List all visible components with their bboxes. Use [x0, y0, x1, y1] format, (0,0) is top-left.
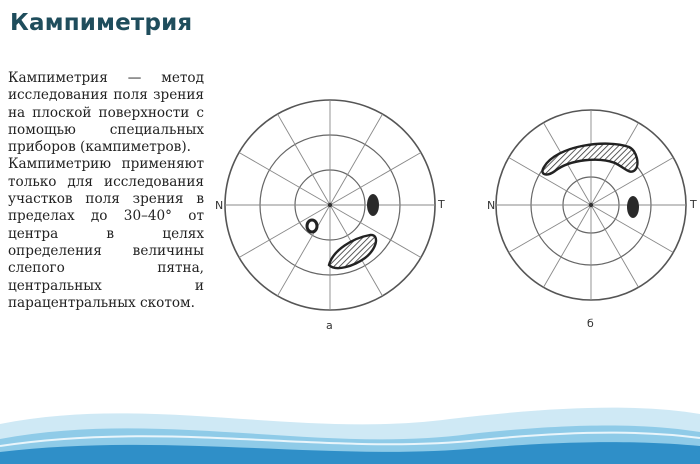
label-n: N — [487, 199, 496, 212]
paragraph-2: Кампиметрию применяют только для исследования участков поля зрения в пределах до 30–40° от центра в целях определения величины слепого пятна, центральных и парацентральных скотом. — [8, 156, 204, 311]
label-t: T — [438, 198, 445, 211]
decorative-wave — [0, 384, 700, 464]
meridian-line — [330, 114, 383, 205]
fixation-point — [328, 203, 332, 207]
meridian-line — [509, 205, 591, 253]
blind-spot — [627, 196, 639, 218]
page-title: Кампиметрия — [10, 10, 193, 36]
paragraph-1: Кампиметрия — метод исследования поля зрения на плоской поверхности с помощью специальных приборов (кампиметров). — [8, 70, 204, 156]
campimetry-figure — [205, 95, 700, 345]
blind-spot — [367, 194, 379, 216]
meridian-line — [278, 205, 331, 296]
paracentral-scotoma — [307, 220, 317, 232]
campimetry-diagrams — [205, 95, 700, 345]
meridian-line — [239, 153, 330, 206]
field-diagram-b — [487, 110, 697, 330]
meridian-line — [278, 114, 331, 205]
description-text — [8, 70, 204, 312]
caption-b: б — [587, 317, 594, 330]
label-n: N — [215, 199, 224, 212]
fixation-point — [589, 203, 593, 207]
caption-a: а — [326, 319, 333, 332]
arcuate-scotoma — [542, 144, 637, 175]
label-t: T — [690, 198, 697, 211]
field-diagram-a — [215, 100, 445, 332]
meridian-line — [544, 205, 592, 287]
